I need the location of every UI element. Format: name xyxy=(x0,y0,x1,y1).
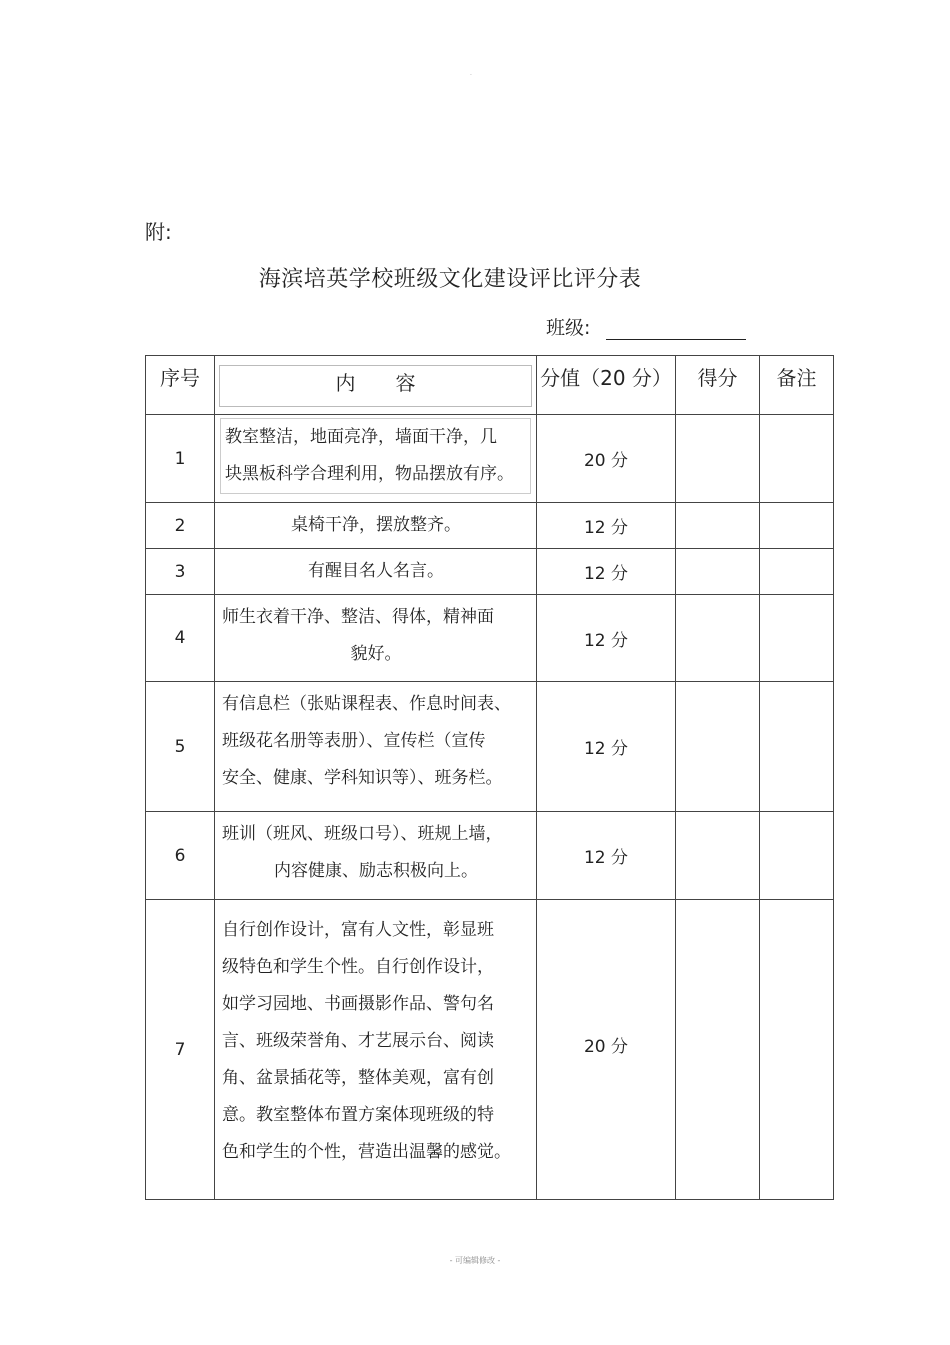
row-note-cell[interactable] xyxy=(760,503,834,549)
page-footer: - 可编辑修改 - xyxy=(449,1256,501,1265)
row-got-cell[interactable] xyxy=(676,549,760,595)
document-title: 海滨培英学校班级文化建设评比评分表 xyxy=(258,267,642,292)
row-content xyxy=(215,503,536,548)
content-line: 意。教室整体布置方案体现班级的特 xyxy=(222,1105,494,1125)
row-score: 12 分 xyxy=(537,812,676,900)
header-score: 分值（20 分） xyxy=(537,356,676,415)
row-got-cell[interactable] xyxy=(676,415,760,503)
row-content-cell xyxy=(215,812,537,900)
table-row xyxy=(146,812,834,900)
content-line: 貌好。 xyxy=(350,644,402,664)
content-line: 自行创作设计，富有人文性，彰显班 xyxy=(222,920,494,940)
table-row xyxy=(146,900,834,1200)
row-number: 4 xyxy=(146,595,215,682)
row-got-cell[interactable] xyxy=(676,595,760,682)
row-content-cell xyxy=(215,503,537,549)
row-score: 20 分 xyxy=(537,415,676,503)
content-line: 角、盆景插花等，整体美观，富有创 xyxy=(222,1068,494,1088)
class-field xyxy=(546,313,746,340)
row-got-cell[interactable] xyxy=(676,682,760,812)
row-note-cell[interactable] xyxy=(760,415,834,503)
row-score: 12 分 xyxy=(537,503,676,549)
row-content xyxy=(215,812,536,894)
row-content xyxy=(215,549,536,594)
header-content-cell xyxy=(215,356,537,415)
row-content xyxy=(215,682,536,801)
row-number: 7 xyxy=(146,900,215,1200)
row-score: 12 分 xyxy=(537,682,676,812)
row-content-cell xyxy=(215,549,537,595)
row-note-cell[interactable] xyxy=(760,900,834,1200)
row-content xyxy=(215,595,536,677)
document-title-wrap xyxy=(0,262,950,293)
header-content: 内 容 xyxy=(219,365,532,407)
content-line: 言、班级荣誉角、才艺展示台、阅读 xyxy=(222,1031,494,1051)
attachment-label: 附: xyxy=(145,220,172,244)
row-got-cell[interactable] xyxy=(676,503,760,549)
table-row xyxy=(146,415,834,503)
header-got: 得分 xyxy=(676,356,760,415)
content-line: 有信息栏（张贴课程表、作息时间表、 xyxy=(222,694,511,714)
row-got-cell[interactable] xyxy=(676,900,760,1200)
table-row xyxy=(146,503,834,549)
header-no: 序号 xyxy=(146,356,215,415)
content-line: 安全、健康、学科知识等）、班务栏。 xyxy=(222,768,503,788)
content-line: 级特色和学生个性。自行创作设计， xyxy=(222,957,494,977)
row-number: 3 xyxy=(146,549,215,595)
row-score: 12 分 xyxy=(537,595,676,682)
row-content-cell xyxy=(215,900,537,1200)
score-table xyxy=(145,355,834,1200)
content-line: 教室整洁，地面亮净，墙面干净，几 xyxy=(225,427,497,447)
row-number: 6 xyxy=(146,812,215,900)
header-note: 备注 xyxy=(760,356,834,415)
row-note-cell[interactable] xyxy=(760,812,834,900)
row-content-cell xyxy=(215,595,537,682)
content-line: 如学习园地、书画摄影作品、警句名 xyxy=(222,994,494,1014)
class-label: 班级: xyxy=(546,317,591,339)
content-line: 桌椅干净，摆放整齐。 xyxy=(291,515,461,535)
content-line: 班级花名册等表册）、宣传栏（宣传 xyxy=(222,731,486,751)
row-score: 12 分 xyxy=(537,549,676,595)
row-note-cell[interactable] xyxy=(760,549,834,595)
table-row xyxy=(146,549,834,595)
row-content-cell xyxy=(215,415,537,503)
page-top-mark: . xyxy=(470,70,472,77)
row-note-cell[interactable] xyxy=(760,682,834,812)
row-content-cell xyxy=(215,682,537,812)
row-content xyxy=(215,900,536,1175)
row-note-cell[interactable] xyxy=(760,595,834,682)
row-number: 2 xyxy=(146,503,215,549)
class-blank-line xyxy=(606,321,746,340)
header-row xyxy=(146,356,834,415)
row-content xyxy=(220,418,531,494)
content-line: 块黑板科学合理利用，物品摆放有序。 xyxy=(225,464,514,484)
row-got-cell[interactable] xyxy=(676,812,760,900)
row-score: 20 分 xyxy=(537,900,676,1200)
content-line: 色和学生的个性，营造出温馨的感觉。 xyxy=(222,1142,511,1162)
row-number: 5 xyxy=(146,682,215,812)
content-line: 班训（班风、班级口号）、班规上墙， xyxy=(222,824,503,844)
content-line: 内容健康、励志积极向上。 xyxy=(274,861,478,881)
content-line: 师生衣着干净、整洁、得体，精神面 xyxy=(222,607,494,627)
table-row xyxy=(146,682,834,812)
row-number: 1 xyxy=(146,415,215,503)
table-row xyxy=(146,595,834,682)
content-line: 有醒目名人名言。 xyxy=(308,561,444,581)
